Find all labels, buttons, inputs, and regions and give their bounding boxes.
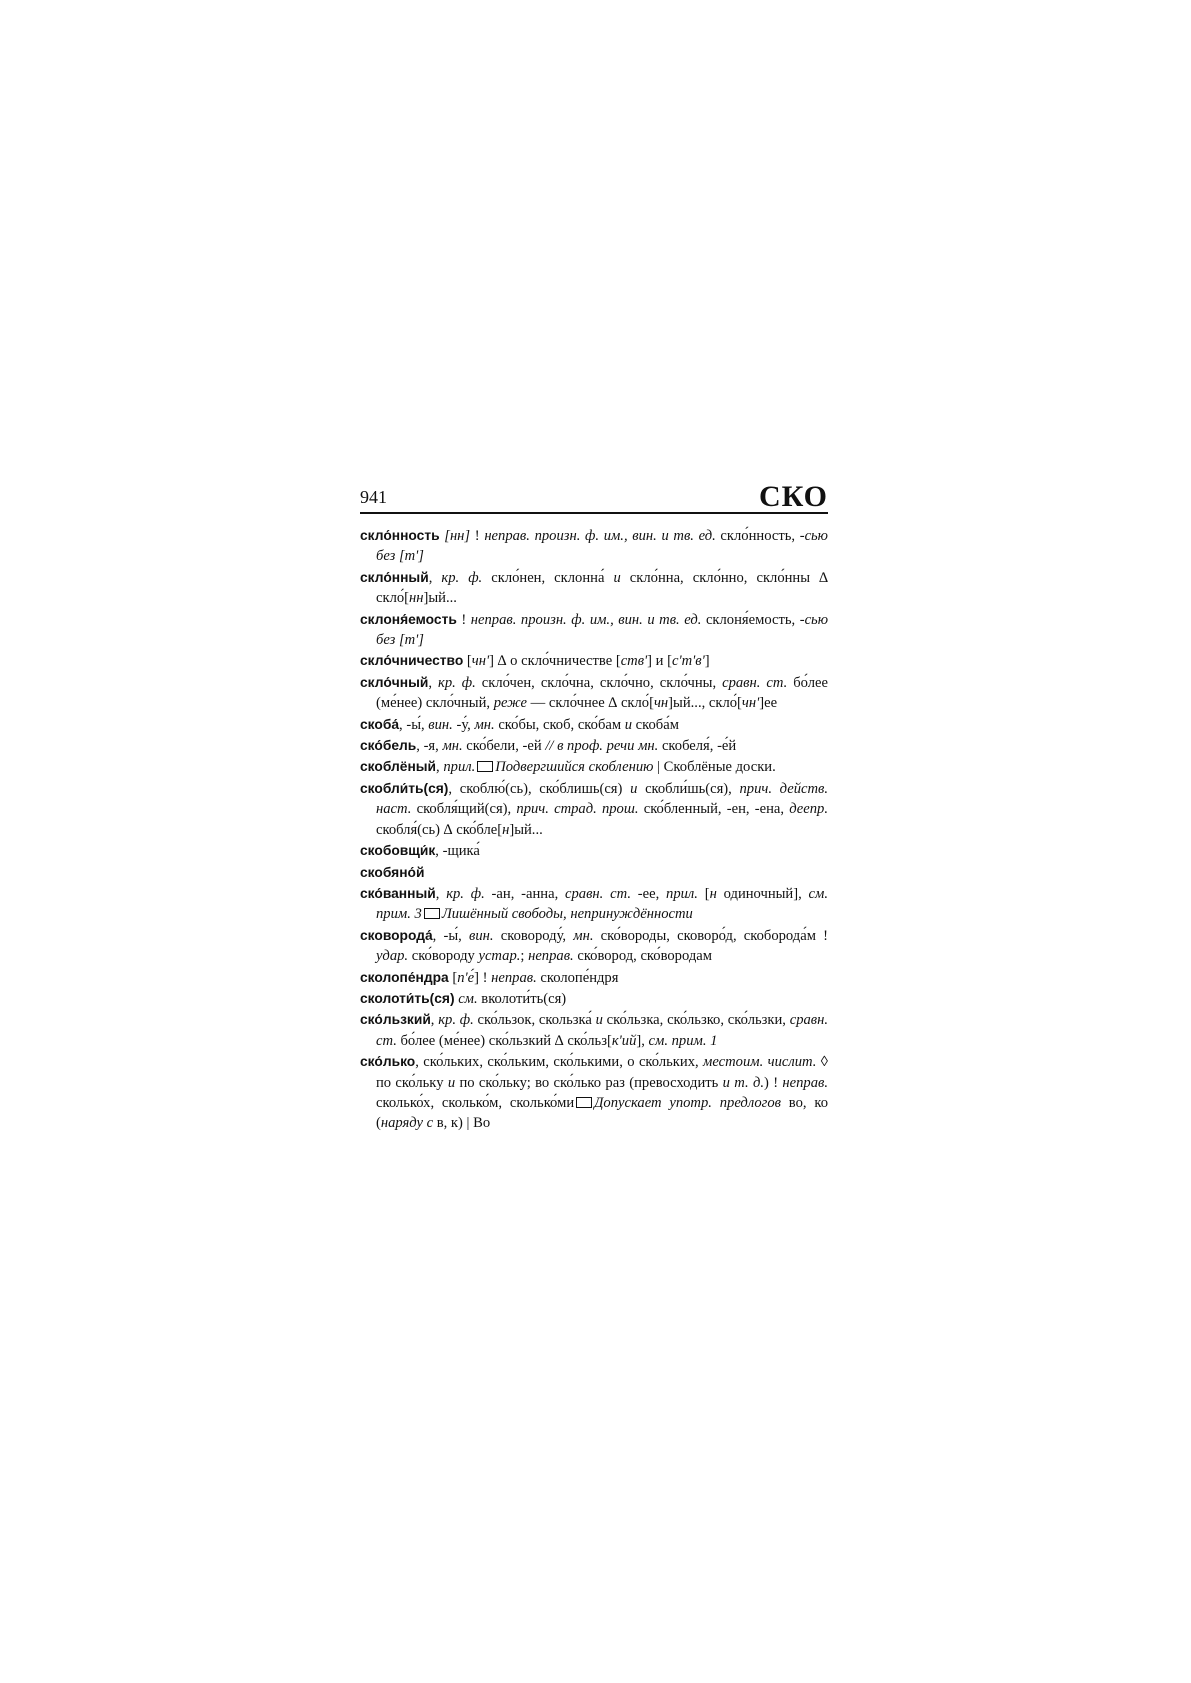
dictionary-entry xyxy=(360,673,828,714)
dictionary-entry xyxy=(360,610,828,651)
pronunciation-note: к'ий xyxy=(611,1032,637,1049)
dictionary-entry xyxy=(360,757,828,777)
dictionary-entry xyxy=(360,779,828,840)
grammar-note: сравн. ст. xyxy=(565,885,631,902)
grammar-note: мн. xyxy=(474,716,495,733)
dictionary-entry xyxy=(360,926,828,967)
grammar-note: -сью без [т'] xyxy=(376,611,828,649)
grammar-note: см. прим. 3 xyxy=(376,885,828,923)
dictionary-entry xyxy=(360,1052,828,1134)
entry-headword: скобли́ть(ся) xyxy=(360,780,449,796)
entry-headword: сколоти́ть(ся) xyxy=(360,990,455,1006)
entry-headword: ско́бель xyxy=(360,738,417,754)
entry-text: -ан, -анна, xyxy=(484,885,566,902)
entry-text: ]ый... xyxy=(509,821,543,838)
entry-text: скобля́щий(ся), xyxy=(411,801,517,818)
entry-text: скоба́м xyxy=(632,716,679,733)
entry-text: по ско́льку; во ско́лько раз (превосходить xyxy=(455,1074,723,1091)
grammar-note: прил. xyxy=(443,759,476,776)
entry-headword: скобяно́й xyxy=(360,864,425,880)
entry-text: ] ∆ о скло́чничестве [ xyxy=(489,653,621,670)
entry-text: скобля́(сь) ∆ ско́бле[ xyxy=(376,821,503,838)
entry-text: ◊ по ско́льку xyxy=(376,1054,828,1091)
entry-text: скло́нность, xyxy=(715,528,800,544)
entry-headword: скло́чный xyxy=(360,674,429,690)
entry-headword: склоня́емость xyxy=(360,611,457,627)
entry-text: [ xyxy=(697,885,710,902)
grammar-note: неправ. xyxy=(491,969,537,986)
grammar-note: и xyxy=(595,1012,603,1029)
header-rule xyxy=(360,512,828,514)
pronunciation-note: чн' xyxy=(471,653,490,670)
entry-text: бо́лее (ме́нее) ско́льзкий ∆ ско́льз[ xyxy=(396,1032,612,1049)
grammar-note: устар. xyxy=(478,948,521,965)
entry-text: ! xyxy=(470,528,485,544)
grammar-note: и xyxy=(613,569,621,586)
grammar-note: кр. ф. xyxy=(441,569,483,586)
grammar-note: неправ. произн. ф. им., вин. и тв. ед. xyxy=(484,528,716,544)
entry-text: вколоти́ть(ся) xyxy=(477,990,567,1007)
grammar-note: прич. страд. прош. xyxy=(516,801,639,818)
entry-text: [ xyxy=(448,969,458,986)
entry-text: ]ый... xyxy=(423,590,457,607)
pronunciation-note: ств' xyxy=(620,653,648,670)
usage-box-icon xyxy=(424,908,440,919)
entry-text: ско́вороды, сковоро́д, скоборода́м ! xyxy=(593,927,829,944)
grammar-note: удар. xyxy=(376,948,409,965)
dictionary-entry xyxy=(360,526,828,567)
entry-text: ! xyxy=(456,611,471,628)
grammar-note: прич. действ. наст. xyxy=(376,780,829,818)
entry-text: во, ко ( xyxy=(376,1094,828,1132)
grammar-note: вин. xyxy=(469,927,494,944)
grammar-note: см. прим. 1 xyxy=(648,1032,718,1049)
entry-text: ско́бы, скоб, ско́бам xyxy=(494,716,625,733)
entry-text: , -щика́ xyxy=(435,843,480,860)
entry-text: скло́чен, скло́чна, скло́чно, скло́чны, xyxy=(475,674,723,691)
entry-text: сколько́х, сколько́м, сколько́ми xyxy=(376,1094,575,1111)
grammar-note: прил. xyxy=(666,885,698,902)
entry-text: скло́нен, склонна́ xyxy=(482,569,614,586)
grammar-note: -сью без [т'] xyxy=(376,528,828,565)
entry-text: [ xyxy=(463,653,472,670)
entry-text: , -ы́, xyxy=(399,716,429,733)
entry-text: ] и [ xyxy=(647,653,672,670)
entry-headword: скоба́ xyxy=(360,716,400,732)
dictionary-entry xyxy=(360,715,828,735)
entry-text: одиночный], xyxy=(716,885,809,902)
entry-text: бо́лее (ме́нее) скло́чный, xyxy=(376,674,828,712)
grammar-note: местоим. числит. xyxy=(703,1054,817,1071)
dictionary-entry xyxy=(360,568,828,609)
entry-headword: сколопе́ндра xyxy=(360,969,449,985)
dictionary-entry xyxy=(360,863,828,883)
entry-text: -у́, xyxy=(452,716,475,733)
entry-text: ско́бленный, -ен, -ена, xyxy=(638,801,790,818)
entry-text: , ско́льких, ско́льким, ско́лькими, о ско́льких, xyxy=(415,1054,704,1071)
entry-text: , xyxy=(428,569,442,586)
usage-box-icon xyxy=(477,761,493,772)
entry-text: | Скоблёные доски. xyxy=(653,759,776,776)
dictionary-entry xyxy=(360,841,828,861)
dictionary-entry xyxy=(360,651,828,671)
entry-text: ско́льзок, скользка́ xyxy=(473,1012,596,1029)
entry-headword: скло́чничество xyxy=(360,653,464,669)
pronunciation-note: нн xyxy=(409,590,424,607)
entry-text: ско́льзка, ско́льзко, ско́льзки, xyxy=(602,1012,790,1029)
entry-text: , xyxy=(435,885,447,902)
entry-text: в, к) | Во xyxy=(433,1115,491,1132)
grammar-note: мн. xyxy=(573,927,594,944)
dictionary-entry xyxy=(360,968,828,988)
entry-headword: скло́нный xyxy=(360,569,429,585)
grammar-note: см. xyxy=(458,990,478,1007)
entry-text: ; xyxy=(520,948,529,965)
dictionary-entry xyxy=(360,1010,828,1051)
entry-text: ]ый..., скло́[ xyxy=(668,695,742,712)
usage-box-icon xyxy=(576,1097,592,1108)
dictionary-entry xyxy=(360,736,828,756)
entry-text: ) ! xyxy=(764,1074,783,1091)
grammar-note: и xyxy=(447,1074,456,1091)
entry-headword: скобовщи́к xyxy=(360,843,436,859)
entry-headword: скло́нность xyxy=(360,528,440,543)
entry-text: , xyxy=(436,759,444,776)
grammar-note: неправ. xyxy=(528,948,574,965)
pronunciation-note: п'е́ xyxy=(457,969,475,986)
pronunciation-note: н xyxy=(502,821,510,838)
grammar-note: неправ. произн. ф. им., вин. и тв. ед. xyxy=(470,611,702,628)
grammar-note: кр. ф. xyxy=(438,674,476,691)
entry-text: — скло́чнее ∆ скло́[ xyxy=(526,695,654,712)
grammar-note: наряду с xyxy=(380,1115,434,1132)
entry-headword: ско́льзкий xyxy=(360,1012,431,1028)
entry-text: , xyxy=(428,674,439,691)
grammar-note: реже xyxy=(493,695,527,712)
pronunciation-note: чн xyxy=(653,695,669,712)
entry-text: сковороду́, xyxy=(493,927,574,944)
dictionary-entry xyxy=(360,989,828,1009)
page-number: 941 xyxy=(360,487,387,507)
pronunciation-note: чн' xyxy=(741,695,760,712)
entry-headword: ско́ванный xyxy=(360,885,436,901)
pronunciation-note: н xyxy=(709,885,717,902)
entry-text: ] xyxy=(704,653,710,670)
page-header xyxy=(360,478,828,512)
grammar-note: кр. ф. xyxy=(438,1012,474,1029)
entry-text: ]ее xyxy=(759,695,778,712)
grammar-note: Подвергшийся скоблению xyxy=(495,759,654,776)
grammar-note: и xyxy=(630,780,638,797)
grammar-note: Лишённый свободы, непринуждённости xyxy=(441,906,693,923)
entry-text: , -ы́, xyxy=(432,927,470,944)
entry-text: -ее, xyxy=(630,885,667,902)
pronunciation-note: [нн] xyxy=(444,528,471,544)
grammar-note: мн. xyxy=(442,738,463,755)
entry-headword: скоблёный xyxy=(360,759,437,775)
entry-headword: сковорода́ xyxy=(360,927,433,943)
grammar-note: неправ. xyxy=(782,1074,829,1091)
entry-text: склоня́емость, xyxy=(701,611,800,628)
entry-text: сколопе́ндря xyxy=(536,969,619,986)
entry-text: скло́нна, скло́нно, скло́нны ∆ скло́[ xyxy=(376,569,829,607)
entry-text: ско́бели, -ей xyxy=(462,738,546,755)
entry-text: , xyxy=(430,1012,439,1029)
entry-text: ско́вород, ско́вородам xyxy=(573,948,712,965)
entry-text: ско́вороду xyxy=(408,948,479,965)
entry-text: , -я, xyxy=(416,738,443,755)
entry-text: ], xyxy=(636,1032,649,1049)
entry-text: скобеля́, -е́й xyxy=(658,738,737,755)
grammar-note: Допускает употр. предлогов xyxy=(594,1094,781,1111)
entry-text: , скоблю́(сь), ско́блишь(ся) xyxy=(448,780,631,797)
grammar-note: вин. xyxy=(428,716,453,733)
grammar-note: // в проф. речи мн. xyxy=(545,738,659,755)
grammar-note: и xyxy=(624,716,633,733)
entry-text: скобли́шь(ся), xyxy=(637,780,740,797)
pronunciation-note: с'т'в' xyxy=(672,653,705,670)
grammar-note: деепр. xyxy=(789,801,828,818)
dictionary-entry xyxy=(360,884,828,925)
grammar-note: сравн. ст. xyxy=(722,674,788,691)
dictionary-entries xyxy=(360,526,828,1135)
grammar-note: сравн. ст. xyxy=(376,1012,829,1049)
entry-headword: ско́лько xyxy=(360,1054,416,1070)
entry-text: ] ! xyxy=(474,969,492,986)
grammar-note: кр. ф. xyxy=(446,885,485,902)
running-head-guide-word: СКО xyxy=(758,480,828,513)
grammar-note: и т. д. xyxy=(722,1074,765,1091)
